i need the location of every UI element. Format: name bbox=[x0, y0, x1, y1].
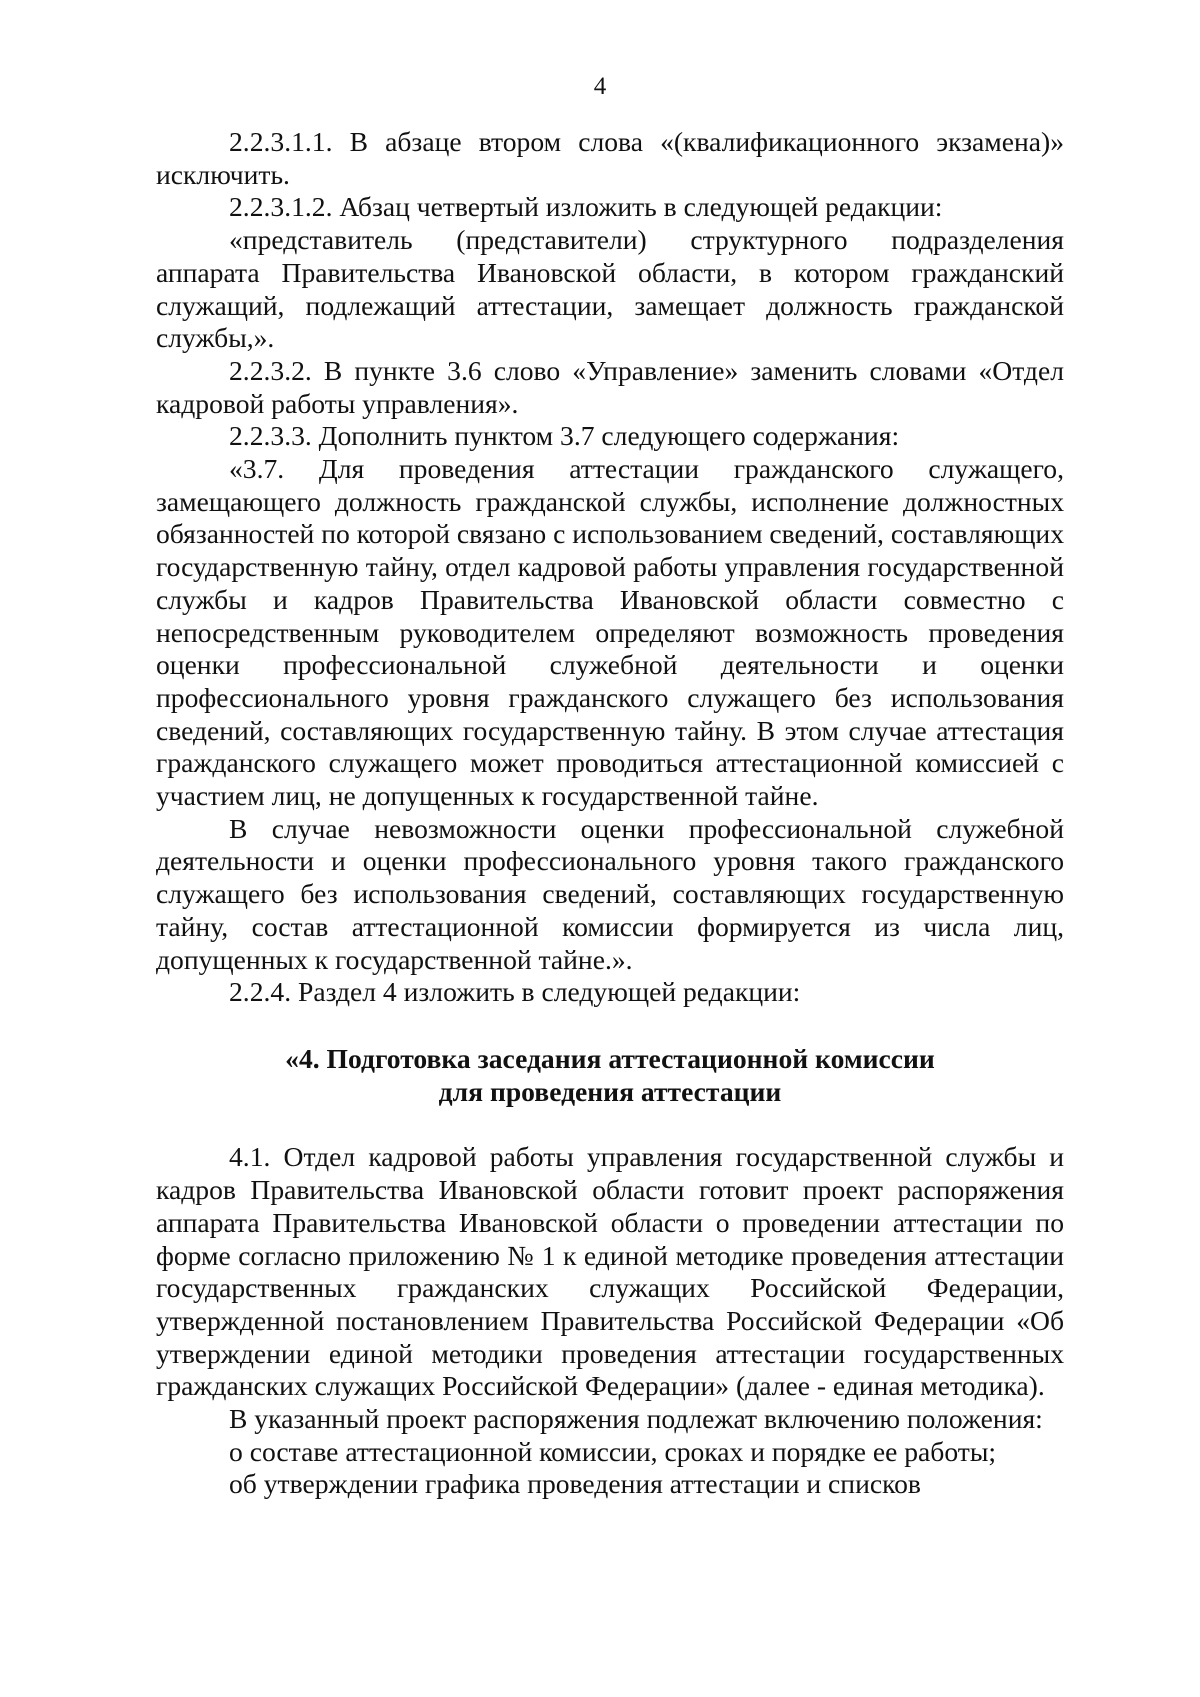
paragraph-order-provisions: В указанный проект распоряжения подлежат включению положения: bbox=[229, 1403, 1043, 1435]
paragraph-item-3-7: «3.7. Для проведения аттестации гражданского служащего, замещающего должность гражданской службы, исполнение должностных обязанностей по которой связано с использованием сведений, составляющих государственную тайну, отдел кадровой работы управления государственной службы и кадров Правительства Ивановской области совместно с непосредственным руководителем определяют возможность проведения оценки профессиональной служебной деятельности и оценки профессионального уровня гражданского служащего без использования сведений, составляющих государственную тайну. В этом случае аттестация гражданского служащего может проводиться аттестационной комиссией с участием лиц, не допущенных к государственной тайне. bbox=[156, 453, 1064, 812]
paragraph-2-2-4: 2.2.4. Раздел 4 изложить в следующей редакции: bbox=[229, 976, 801, 1008]
document-body bbox=[156, 126, 1064, 1501]
paragraph-2-2-3-1-2: 2.2.3.1.2. Абзац четвертый изложить в следующей редакции: bbox=[229, 191, 943, 223]
paragraph-secret-clearance: В случае невозможности оценки профессиональной служебной деятельности и оценки профессионального уровня такого гражданского служащего без использования сведений, составляющих государственную тайну, состав аттестационной комиссии формируется из числа лиц, допущенных к государственной тайне.». bbox=[156, 812, 1064, 975]
paragraph-quoted-representative: «представитель (представители) структурного подразделения аппарата Правительства Ивановской области, в котором гражданский служащий, подлежащий аттестации, замещает должность гражданской службы,». bbox=[156, 224, 1064, 354]
section-heading-line-2: для проведения аттестации bbox=[438, 1075, 782, 1107]
page-number: 4 bbox=[593, 73, 607, 100]
paragraph-commission-composition: о составе аттестационной комиссии, сроках и порядке ее работы; bbox=[229, 1435, 997, 1467]
paragraph-2-2-3-1-1: 2.2.3.1.1. В абзаце втором слова «(квалификационного экзамена)» исключить. bbox=[156, 126, 1064, 190]
section-heading-line-1: «4. Подготовка заседания аттестационной комиссии bbox=[285, 1042, 935, 1074]
section-heading bbox=[156, 1043, 1064, 1108]
paragraph-4-1: 4.1. Отдел кадровой работы управления государственной службы и кадров Правительства Ивановской области готовит проект распоряжения аппарата Правительства Ивановской области о проведении аттестации по форме согласно приложению № 1 к единой методике проведения аттестации государственных гражданских служащих Российской Федерации, утвержденной постановлением Правительства Российской Федерации «Об утверждении единой методики проведения аттестации государственных гражданских служащих Российской Федерации» (далее - единая методика). bbox=[156, 1141, 1064, 1402]
paragraph-2-2-3-2: 2.2.3.2. В пункте 3.6 слово «Управление» заменить словами «Отдел кадровой работы управления». bbox=[156, 354, 1064, 419]
paragraph-schedule-approval: об утверждении графика проведения аттестации и списков bbox=[229, 1468, 921, 1500]
paragraph-2-2-3-3: 2.2.3.3. Дополнить пунктом 3.7 следующего содержания: bbox=[229, 420, 900, 452]
